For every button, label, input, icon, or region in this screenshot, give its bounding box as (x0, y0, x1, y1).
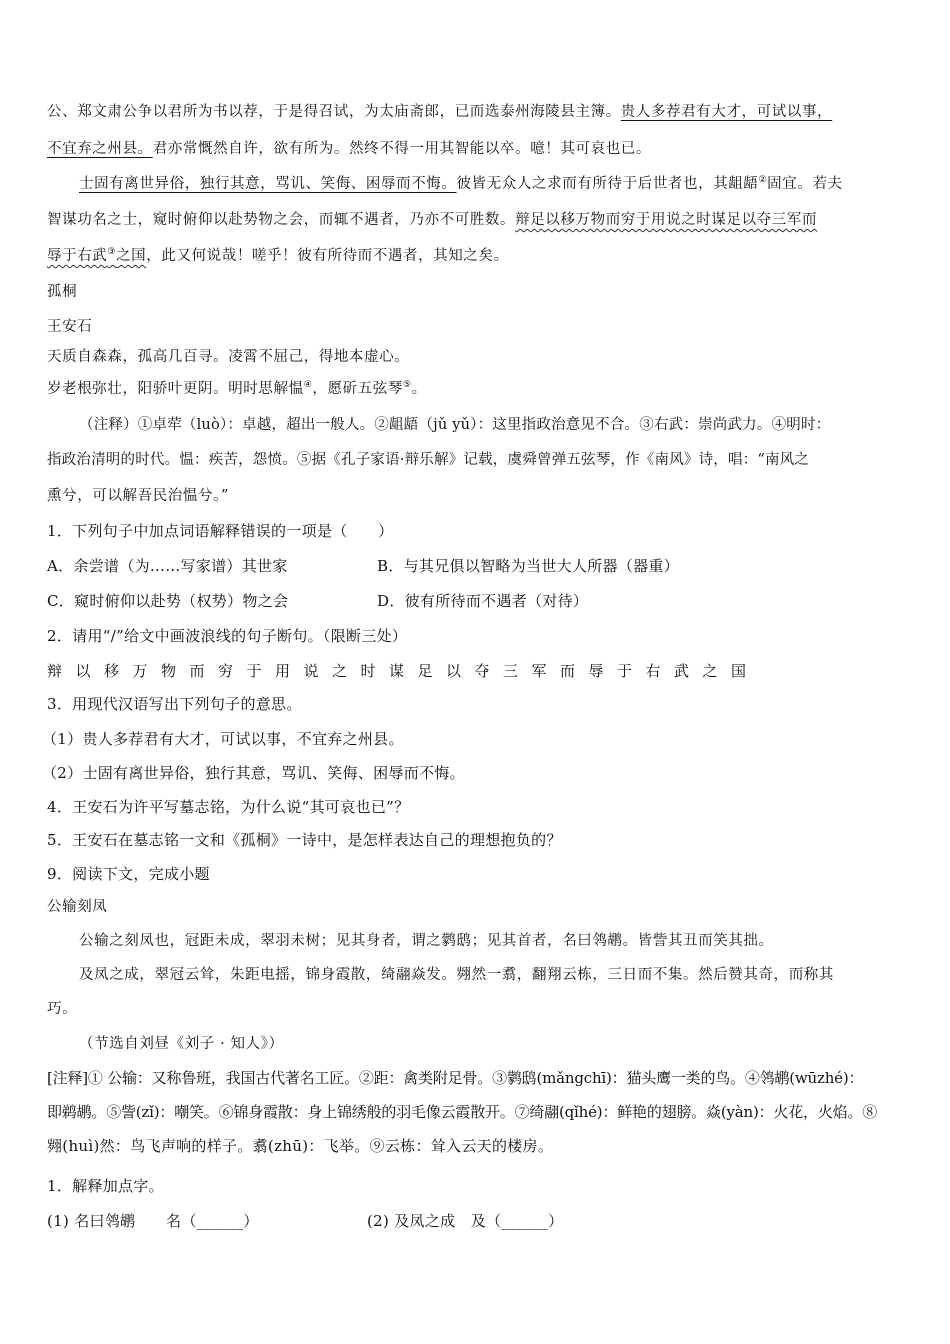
question-2-text: 辩以移万物而穷于用说之时谋足以夺三军而辱于右武之国 (47, 662, 760, 680)
notes-line-2: 指政治清明的时代。愠：疾苦，怨愤。⑤据《孔子家语·辩乐解》记载，虞舜曾弹五弦琴，作《南风》诗，唱：“南风之 (47, 452, 810, 468)
passage-line-4 (47, 209, 910, 231)
section-9-note-3: 翙(huì)然：鸟飞声响的样子。翥(zhū)：飞举。⑨云栋：耸入云天的楼房。 (47, 1137, 554, 1155)
section-9-note-2: 即鹈鹕。⑤訾(zǐ)：嘲笑。⑥锦身霞散：身上锦绣般的羽毛像云霞散开。⑦绮翮(qǐhé)：鲜艳的翅膀。焱(yàn)：火花，火焰。⑧ (47, 1103, 878, 1121)
section-9-question-1-item-1: (1) 名曰鸰鹕 名（______） (47, 1212, 259, 1230)
poem-line-1: 天质自森森，孤高几百寻。凌霄不屈己，得地本虚心。 (47, 349, 410, 365)
question-4: 4．王安石为许平写墓志铭，为什么说“其可哀也已”？ (47, 798, 410, 816)
section-9-paragraph-1: 公输之刻凤也，冠距未成，翠羽未树；见其身者，谓之鹲鸱；见其首者，名曰鸰鹕。皆訾其丑而笑其拙。 (79, 933, 774, 949)
passage-line-2 (47, 138, 910, 160)
notes-line-3: 熏兮，可以解吾民治愠兮。” (47, 488, 229, 504)
option-d: D．彼有所待而不遇者（对待） (377, 592, 589, 610)
passage-text: 之国 (116, 248, 147, 264)
section-9-question-1: 1．解释加点字。 (47, 1177, 164, 1195)
passage-text: 君亦常慨然自许，欲有所为。然终不得一用其智能以卒。噫！其可哀也已。 (152, 141, 651, 157)
underlined-sentence: 士固有离世异俗，独行其意，骂讥、笑侮、困辱而不悔。 (79, 176, 457, 192)
section-9-paragraph-2-end: 巧。 (47, 1001, 78, 1017)
section-9-source: （节选自刘昼《刘子 · 知人》） (79, 1036, 284, 1052)
notes-line-1: （注释）①卓荦（luò）：卓越，超出一般人。②龃龉（jǔ yǔ）：这里指政治意见不合。③右武：崇尚武力。④明时： (79, 417, 831, 433)
poem-author: 王安石 (47, 319, 93, 335)
section-9-heading: 9．阅读下文，完成小题 (47, 865, 210, 883)
passage-line-5 (47, 245, 910, 267)
option-c: C．窥时俯仰以赴势（权势）物之会 (47, 592, 289, 610)
section-9-paragraph-2: 及凤之成，翠冠云耸，朱距电摇，锦身霞散，绮翮焱发。翙然一翥，翻翔云栋，三日而不集。然后赞其奇，而称其 (79, 967, 834, 983)
poem-line-2 (47, 378, 910, 400)
question-3: 3．用现代汉语写出下列句子的意思。 (47, 695, 302, 713)
section-9-note-1: [注释]① 公输：又称鲁班，我国古代著名工匠。②距：禽类附足骨。③鹲鸱(mǎngchī)：猫头鹰一类的鸟。④鸰鹕(wūzhé)： (47, 1069, 864, 1087)
section-9-question-1-item-2: (2) 及凤之成 及（______） (367, 1212, 564, 1230)
passage-text: 彼皆无众人之求而有所待于后世者也，其龃龉 (456, 176, 759, 192)
section-9-title: 公输刻凤 (47, 899, 108, 915)
question-1: 1．下列句子中加点词语解释错误的一项是（ ） (47, 522, 394, 540)
footnote-marker: ⑤ (402, 380, 412, 391)
passage-text: 辱于右武 (47, 248, 108, 264)
wavy-underlined-sentence: 辩足以移万物而穷于用说之时谋足以夺三军而 (515, 212, 818, 228)
passage-text: 智谋功名之士，窥时俯仰以赴势物之会，而辄不遇者，乃亦不可胜数。 (47, 212, 516, 228)
passage-line-3 (79, 173, 910, 195)
question-5: 5．王安石在墓志铭一文和《孤桐》一诗中，是怎样表达自己的理想抱负的？ (47, 831, 562, 849)
poem-title: 孤桐 (47, 284, 78, 300)
underlined-sentence: 贵人多荐君有大才，可试以事， (620, 104, 833, 120)
passage-text: ，此又何说哉！嗟乎！彼有所待而不遇者，其知之矣。 (146, 248, 509, 264)
option-b: B．与其兄俱以智略为当世大人所器（器重） (377, 557, 680, 575)
question-2: 2．请用“/”给文中画波浪线的句子断句。（限断三处） (47, 627, 408, 645)
poem-text: ，愿斫五弦琴 (312, 381, 403, 397)
poem-text: 岁老根弥壮，阳骄叶更阴。明时思解愠 (47, 381, 304, 397)
wavy-underlined-sentence (47, 248, 146, 264)
footnote-marker: ④ (303, 380, 313, 391)
underlined-sentence: 不宜弃之州县。 (47, 141, 153, 157)
footnote-marker: ② (758, 175, 768, 186)
passage-line-1 (47, 101, 910, 123)
footnote-marker: ③ (107, 247, 117, 258)
passage-text: 公、郑文肃公争以君所为书以荐，于是得召试，为太庙斋郎，已而选泰州海陵县主簿。 (47, 104, 621, 120)
passage-text: 固宜。若夫 (767, 176, 843, 192)
poem-text: 。 (411, 381, 427, 397)
question-3-item-1: （1）贵人多荐君有大才，可试以事，不宜弃之州县。 (42, 730, 404, 748)
question-3-item-2: （2）士固有离世异俗，独行其意，骂讥、笑侮、困辱而不悔。 (42, 764, 465, 782)
option-a: A．余尝谱（为……写家谱）其世家 (47, 557, 288, 575)
